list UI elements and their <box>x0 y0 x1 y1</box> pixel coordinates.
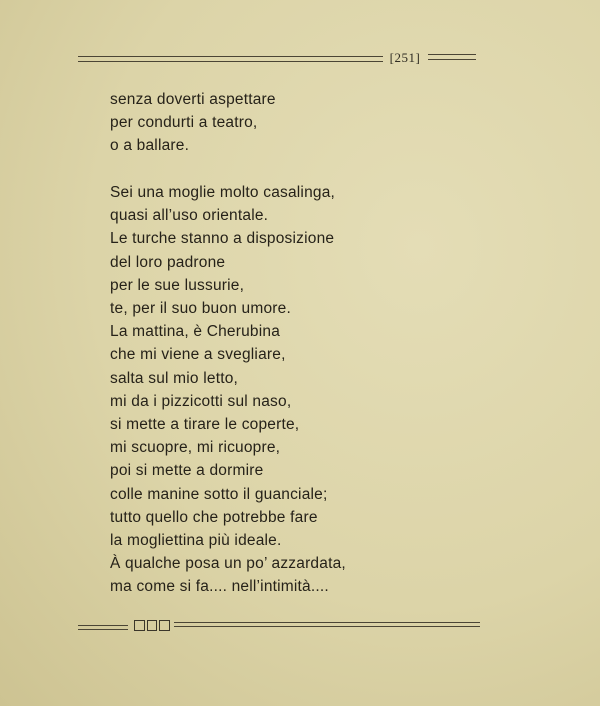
footer-rule-left <box>78 625 128 630</box>
poem-line: Sei una moglie molto casalinga, <box>110 184 336 202</box>
poem-line: o a ballare. <box>110 137 190 155</box>
poem-line: ma come si fa.... nell’intimità.... <box>110 578 329 596</box>
page-header <box>78 50 476 70</box>
poem-line: salta sul mio letto, <box>110 369 239 387</box>
poem-line: la mogliettina più ideale. <box>110 531 282 549</box>
header-rule-left <box>78 56 383 62</box>
header-rule-right <box>428 54 476 60</box>
square-icon <box>147 620 158 631</box>
poem-line: per le sue lussurie, <box>110 276 245 294</box>
page-number: [251] <box>389 50 421 65</box>
square-icon <box>159 620 170 631</box>
poem-line: mi scuopre, mi ricuopre, <box>110 439 281 457</box>
poem-line: senza doverti aspettare <box>110 91 276 108</box>
poem-line: te, per il suo buon umore. <box>110 300 291 317</box>
three-squares-ornament-icon <box>134 618 170 632</box>
poem-line: poi si mette a dormire <box>110 462 264 480</box>
poem-line: si mette a tirare le coperte, <box>110 415 300 433</box>
poem-line: mi da i pizzicotti sul naso, <box>110 392 292 410</box>
page-footer <box>78 616 480 636</box>
poem-line: À qualche posa un po’ azzardata, <box>110 555 346 573</box>
square-icon <box>134 620 145 631</box>
footer-rule-right <box>174 622 480 627</box>
poem-line: tutto quello che potrebbe fare <box>110 508 318 526</box>
poem-line: del loro padrone <box>110 253 226 271</box>
poem-line: quasi all’uso orientale. <box>110 207 269 225</box>
poem-line: Le turche stanno a disposizione <box>110 230 335 248</box>
poem-line: colle manine sotto il guanciale; <box>110 485 328 503</box>
poem-line: che mi viene a svegliare, <box>110 346 286 364</box>
stanza-break <box>110 158 490 182</box>
poem-line: per condurti a teatro, <box>110 114 258 132</box>
poem-text <box>110 88 490 598</box>
poem-line: La mattina, è Cherubina <box>110 323 281 341</box>
